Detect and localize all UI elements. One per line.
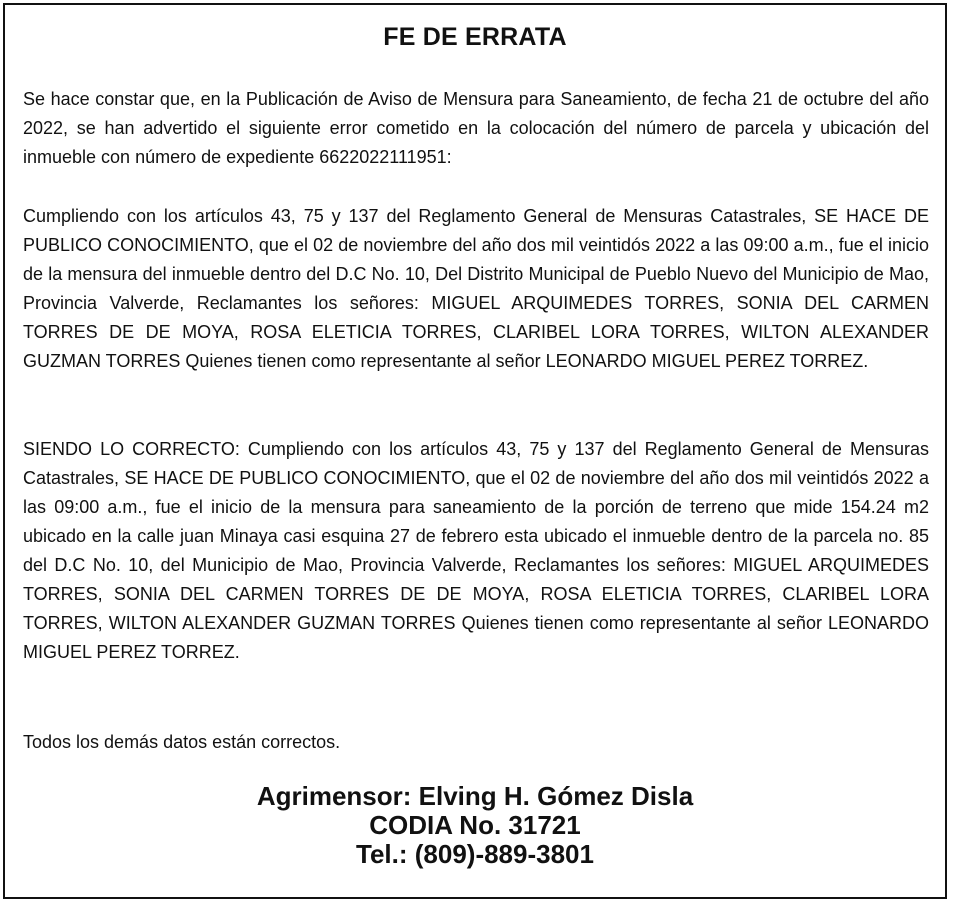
erroneous-text-paragraph: Cumpliendo con los artículos 43, 75 y 137 del Reglamento General de Mensuras Catastrales, SE HACE DE PUBLICO CONOCIMIENTO, que el 02 de noviembre del año dos mil veintidós 2022 a las 09:00 a.m., fue el inicio de la mensura del inmueble dentro del D.C No. 10, Del Distrito Municipal de Pueblo Nuevo del Municipio de Mao, Provincia Valverde, Reclamantes los señores: MIGUEL ARQUIMEDES TORRES, SONIA DEL CARMEN TORRES DE DE MOYA, ROSA ELETICIA TORRES, CLARIBEL LORA TORRES, WILTON ALEXANDER GUZMAN TORRES Quienes tienen como representante al señor LEONARDO MIGUEL PEREZ TORREZ. <box>23 206 929 371</box>
intro-paragraph: Se hace constar que, en la Publicación de Aviso de Mensura para Saneamiento, de fecha 21 de octubre del año 2022, se han advertido el siguiente error cometido en la colocación del número de parcela y ubicación del inmueble con número de expediente 6622022111951: <box>23 89 929 167</box>
closing-paragraph: Todos los demás datos están correctos. <box>23 732 341 752</box>
notice-frame <box>3 3 947 899</box>
signature-block <box>5 782 945 869</box>
phone-number: Tel.: (809)-889-3801 <box>356 839 594 869</box>
codia-number: CODIA No. 31721 <box>369 810 581 840</box>
notice-title: FE DE ERRATA <box>383 23 567 51</box>
surveyor-name: Agrimensor: Elving H. Gómez Disla <box>256 781 694 811</box>
correct-text-paragraph: SIENDO LO CORRECTO: Cumpliendo con los artículos 43, 75 y 137 del Reglamento General de Mensuras Catastrales, SE HACE DE PUBLICO CONOCIMIENTO, que el 02 de noviembre del año dos mil veintidós 2022 a las 09:00 a.m., fue el inicio de la mensura para saneamiento de la porción de terreno que mide 154.24 m2 ubicado en la calle juan Minaya casi esquina 27 de febrero esta ubicado el inmueble dentro de la parcela no. 85 del D.C No. 10, del Municipio de Mao, Provincia Valverde, Reclamantes los señores: MIGUEL ARQUIMEDES TORRES, SONIA DEL CARMEN TORRES DE DE MOYA, ROSA ELETICIA TORRES, CLARIBEL LORA TORRES, WILTON ALEXANDER GUZMAN TORRES Quienes tienen como representante al señor LEONARDO MIGUEL PEREZ TORREZ. <box>23 439 929 662</box>
